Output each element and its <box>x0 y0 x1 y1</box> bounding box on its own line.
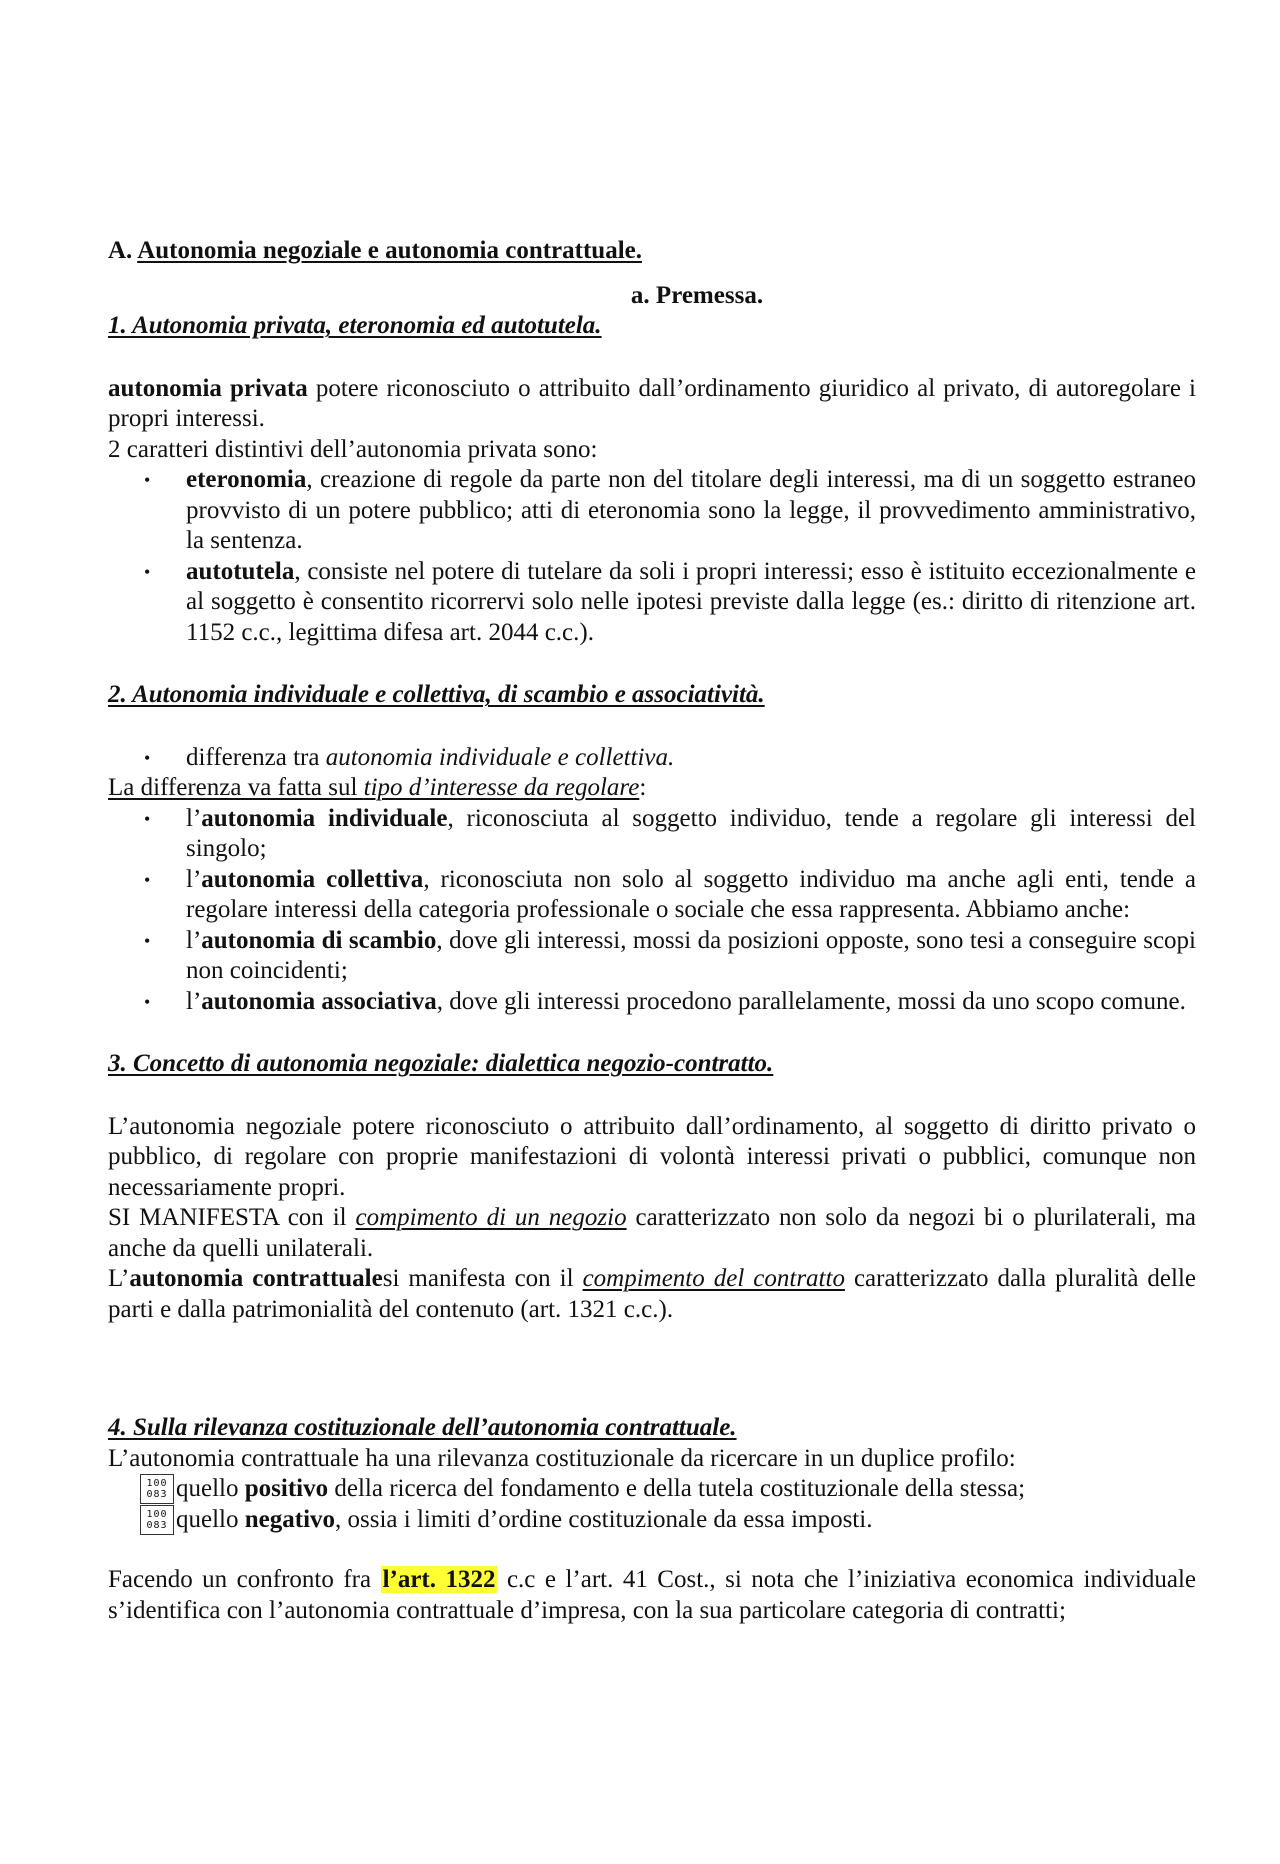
bullet-icon: • <box>144 470 151 490</box>
bullet-icon: • <box>144 747 151 768</box>
main-heading <box>108 236 1196 267</box>
list-item: • differenza tra autonomia individuale e collettiva. <box>186 743 1196 774</box>
section-1-paragraph-1: autonomia privata potere riconosciuto o attribuito dall’ordinamento giuridico al privato, di autoregolare i propri interessi. <box>108 374 1196 432</box>
list-item: • l’autonomia associativa, dove gli interessi procedono parallelamente, mossi da uno scopo comune. <box>186 987 1196 1018</box>
section-3-paragraph-2: SI MANIFESTA con il compimento di un negozio caratterizzato non solo da negozi bi o plurilaterali, ma anche da quelli unilaterali. <box>108 1204 1196 1262</box>
list-item: 100 083 quello negativo, ossia i limiti d’ordine costituzionale da essa imposti. <box>140 1505 1196 1536</box>
section-4-title: 4. Sulla rilevanza costituzionale dell’autonomia contrattuale. <box>108 1414 737 1441</box>
section-3-paragraph-3: L’autonomia contrattualesi manifesta con il compimento del contratto caratterizzato dalla pluralità delle parti e dalla patrimonialità del contenuto (art. 1321 c.c.). <box>108 1265 1197 1323</box>
section-2-line: La differenza va fatta sul tipo d’interesse da regolare: <box>108 774 647 801</box>
section-1-paragraph-2: 2 caratteri distintivi dell’autonomia privata sono: <box>108 435 598 463</box>
list-item: • l’autonomia individuale, riconosciuta al soggetto individuo, tende a regolare gli interessi del singolo; <box>144 804 1196 862</box>
missing-glyph-icon: 100 083 <box>140 1505 174 1535</box>
section-3-paragraph-1: L’autonomia negoziale potere riconosciuto o attribuito dall’ordinamento, al soggetto di diritto privato o pubblico, di regolare con proprie manifestazioni di volontà interessi privati o pubblici, comunque non necessariamente propri. <box>108 1112 1196 1201</box>
section-1-list <box>108 465 1196 648</box>
list-item: • eteronomia, creazione di regole da parte non del titolare degli interessi, ma di un soggetto estraneo provvisto di un potere pubblico; atti di eteronomia sono la legge, il provvedimento amministrativo, la sentenza. <box>144 466 1196 554</box>
missing-glyph-icon: 100 083 <box>140 1474 174 1504</box>
highlighted-article: l’art. 1322 <box>382 1566 496 1593</box>
section-3-title: 3. Concetto di autonomia negoziale: dialettica negozio-contratto. <box>108 1050 774 1077</box>
premessa-heading: a. Premessa. <box>630 281 764 309</box>
main-heading-title: Autonomia negoziale e autonomia contrattuale. <box>137 237 642 264</box>
list-item: 100 083 quello positivo della ricerca del fondamento e della tutela costituzionale della stessa; <box>140 1474 1196 1505</box>
bullet-icon: • <box>144 991 151 1012</box>
document-body <box>108 236 1196 1626</box>
list-item: • l’autonomia di scambio, dove gli interessi, mossi da posizioni opposte, sono tesi a conseguire scopi non coincidenti; <box>144 926 1196 984</box>
main-heading-prefix: A. <box>108 237 138 264</box>
section-1-title: 1. Autonomia privata, eteronomia ed autotutela. <box>108 312 602 339</box>
list-item: • autotutela, consiste nel potere di tutelare da soli i propri interessi; esso è istituito eccezionalmente e al soggetto è consentito ricorrervi solo nelle ipotesi previste dalla legge (es.: diritto di ritenzione art. 1152 c.c., legittima difesa art. 2044 c.c.). <box>144 557 1196 646</box>
section-4-list <box>108 1474 1196 1535</box>
bullet-icon: • <box>144 561 151 582</box>
section-2-title: 2. Autonomia individuale e collettiva, di scambio e associatività. <box>108 681 765 708</box>
section-4-paragraph-2: Facendo un confronto fra l’art. 1322 c.c e l’art. 41 Cost., si nota che l’iniziativa economica individuale s’identifica con l’autonomia contrattuale d’impresa, con la sua particolare categoria di contratti; <box>108 1566 1196 1624</box>
list-item: • l’autonomia collettiva, riconosciuta non solo al soggetto individuo ma anche agli enti, tende a regolare interessi della categoria professionale o sociale che essa rappresenta. Abbiamo anche: <box>144 865 1196 923</box>
section-4-paragraph-1: L’autonomia contrattuale ha una rilevanza costituzionale da ricercare in un duplice profilo: <box>108 1444 1016 1472</box>
bullet-icon: • <box>144 930 151 951</box>
bullet-icon: • <box>144 808 151 829</box>
section-2-intro-list <box>108 743 1196 774</box>
section-2-list <box>108 804 1196 1018</box>
bullet-icon: • <box>144 869 151 890</box>
